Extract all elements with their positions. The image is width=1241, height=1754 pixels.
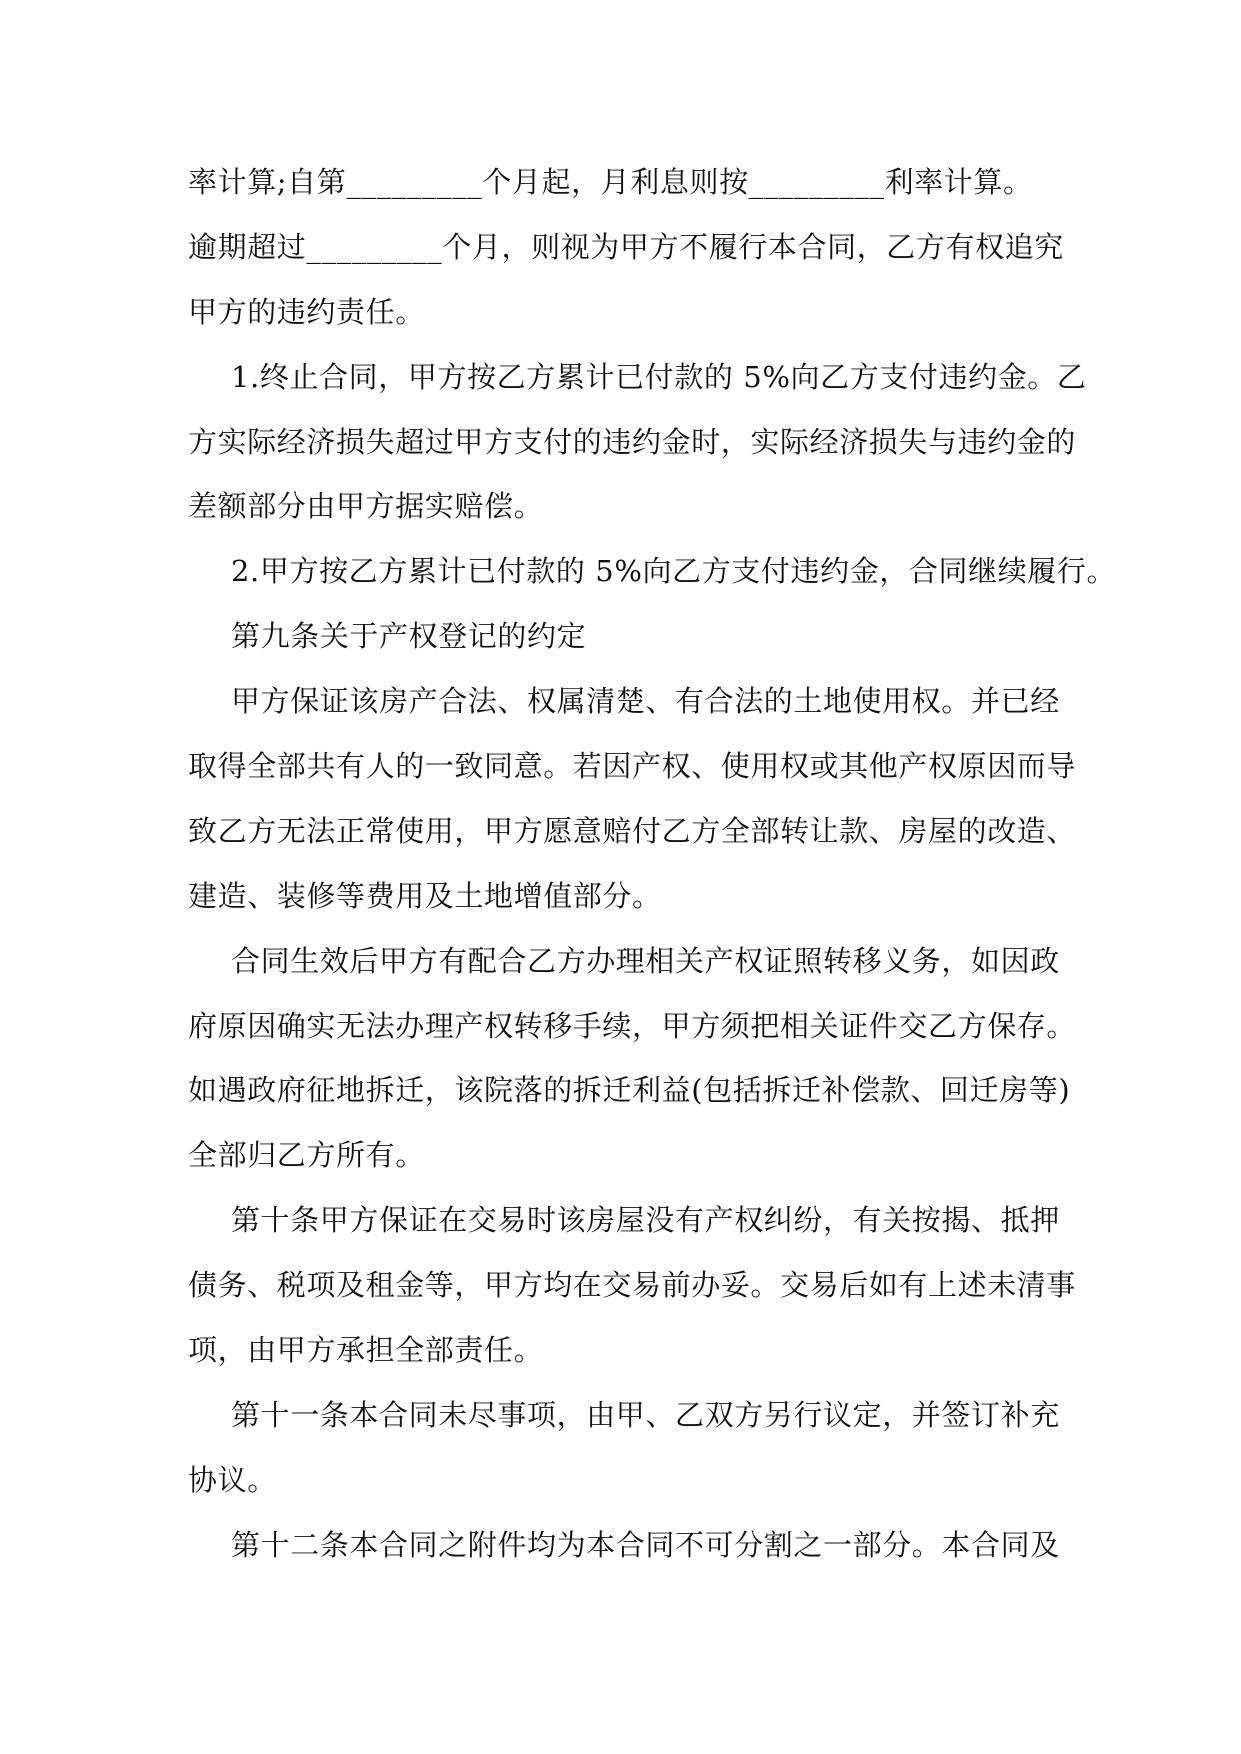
text-line: 2.甲方按乙方累计已付款的 5%向乙方支付违约金，合同继续履行。 xyxy=(231,554,1117,589)
text-line: 致乙方无法正常使用，甲方愿意赔付乙方全部转让款、房屋的改造、 xyxy=(188,813,1077,848)
text-line: 1.终止合同，甲方按乙方累计已付款的 5%向乙方支付违约金。乙 xyxy=(231,359,1087,394)
text-line: 府原因确实无法办理产权转移手续，甲方须把相关证件交乙方保存。 xyxy=(188,1008,1077,1043)
text-line: 第十一条本合同未尽事项，由甲、乙双方另行议定，并签订补充 xyxy=(231,1397,1060,1432)
text-line: 甲方的违约责任。 xyxy=(188,294,425,329)
text-line: 项，由甲方承担全部责任。 xyxy=(188,1333,544,1368)
text-line: 债务、税项及租金等，甲方均在交易前办妥。交易后如有上述未清事 xyxy=(188,1268,1077,1303)
document-body xyxy=(188,150,1117,1578)
text-line: 逾期超过_________个月，则视为甲方不履行本合同，乙方有权追究 xyxy=(188,229,1064,264)
text-line: 差额部分由甲方据实赔偿。 xyxy=(188,489,544,524)
text-line: 第十条甲方保证在交易时该房屋没有产权纠纷，有关按揭、抵押 xyxy=(231,1203,1060,1238)
text-line: 方实际经济损失超过甲方支付的违约金时，实际经济损失与违约金的 xyxy=(188,424,1077,459)
text-line: 取得全部共有人的一致同意。若因产权、使用权或其他产权原因而导 xyxy=(188,749,1077,784)
text-line: 率计算;自第_________个月起，月利息则按_________利率计算。 xyxy=(188,165,1033,199)
text-line: 建造、装修等费用及土地增值部分。 xyxy=(188,878,662,913)
text-line: 全部归乙方所有。 xyxy=(188,1138,425,1173)
text-line: 合同生效后甲方有配合乙方办理相关产权证照转移义务，如因政 xyxy=(231,943,1060,978)
text-line: 如遇政府征地拆迁，该院落的拆迁利益(包括拆迁补偿款、回迁房等) xyxy=(188,1073,1071,1108)
text-line: 第十二条本合同之附件均为本合同不可分割之一部分。本合同及 xyxy=(231,1527,1060,1562)
text-line: 甲方保证该房产合法、权属清楚、有合法的土地使用权。并已经 xyxy=(231,684,1060,719)
text-line: 协议。 xyxy=(188,1462,277,1497)
section-heading: 第九条关于产权登记的约定 xyxy=(231,619,587,654)
